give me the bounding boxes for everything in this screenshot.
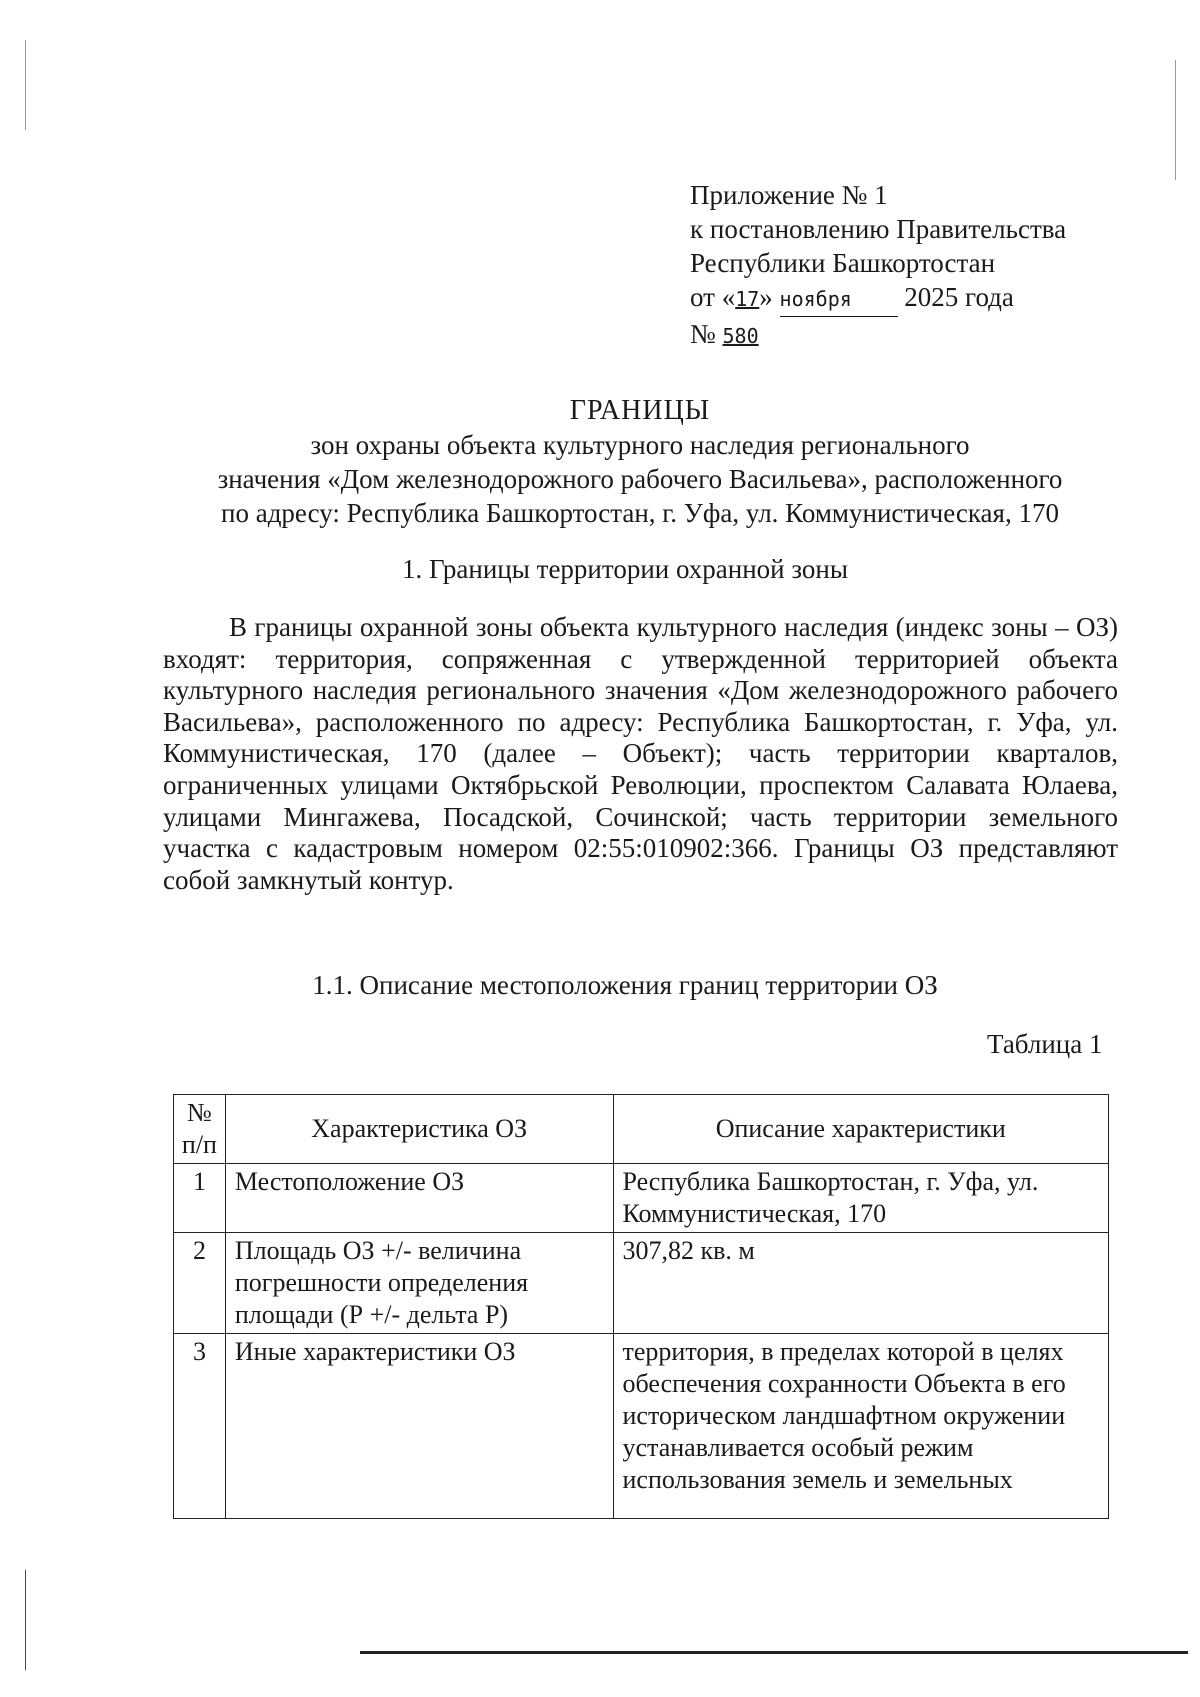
table-row — [174, 1334, 1109, 1519]
annex-date: от «17» ноября 2025 года — [690, 280, 1066, 317]
row-number: 2 — [174, 1233, 226, 1334]
annex-doc-number: № 580 — [690, 319, 759, 349]
annex-day: 17 — [735, 287, 760, 311]
title-line-3: по адресу: Республика Башкортостан, г. Уфа, ул. Коммунистическая, 170 — [221, 498, 1059, 528]
row-number: 3 — [174, 1334, 226, 1519]
row-characteristic: Иные характеристики ОЗ — [225, 1334, 613, 1519]
row-characteristic: Местоположение ОЗ — [225, 1164, 613, 1233]
row-number: 1 — [174, 1164, 226, 1233]
scan-artifact-left — [25, 40, 26, 130]
section-1-1-heading: 1.1. Описание местоположения границ территории ОЗ — [312, 970, 938, 1000]
header-characteristic: Характеристика ОЗ — [225, 1095, 613, 1164]
annex-resolution: к постановлению Правительства — [690, 214, 1067, 244]
row-description: 307,82 кв. м — [613, 1233, 1109, 1334]
row-characteristic: Площадь ОЗ +/- величина погрешности определения площади (Р +/- дельта Р) — [225, 1233, 613, 1334]
table-header-row — [174, 1095, 1109, 1164]
characteristics-table — [173, 1094, 1109, 1519]
title-main: ГРАНИЦЫ — [569, 395, 711, 426]
annex-number: Приложение № 1 — [690, 180, 888, 210]
header-description: Описание характеристики — [613, 1095, 1109, 1164]
annex-header — [690, 178, 1066, 353]
row-description: территория, в пределах которой в целях обеспечения сохранности Объекта в его историческом ландшафтном окружении устанавливается особый режим использования земель и земельных — [613, 1334, 1109, 1519]
scan-artifact-left-2 — [25, 1570, 26, 1670]
annex-month: ноября — [779, 287, 852, 311]
section-1-paragraph: В границы охранной зоны объекта культурного наследия (индекс зоны – ОЗ) входят: территория, сопряженная с утвержденной территорией объекта культурного наследия регионального значения «Дом железнодорожного рабочего Васильева», расположенного по адресу: Республика Башкортостан, г. Уфа, ул. Коммунистическая, 170 (далее – Объект); часть территории кварталов, ограниченных улицами Октябрьской Революции, проспектом Салавата Юлаева, улицами Мингажева, Посадской, Сочинской; часть территории земельного участка с кадастровым номером 02:55:010902:366. Границы ОЗ представляют собой замкнутый контур. — [163, 612, 1118, 895]
title-line-1: зон охраны объекта культурного наследия регионального — [310, 430, 970, 460]
table-row — [174, 1233, 1109, 1334]
document-title — [120, 394, 1160, 530]
annex-year: 2025 года — [904, 282, 1014, 312]
title-line-2: значения «Дом железнодорожного рабочего Васильева», расположенного — [217, 464, 1063, 494]
annex-republic: Республики Башкортостан — [690, 248, 996, 278]
footer-rule — [360, 1651, 1188, 1654]
header-number: № п/п — [174, 1095, 226, 1164]
row-description: Республика Башкортостан, г. Уфа, ул. Коммунистическая, 170 — [613, 1164, 1109, 1233]
annex-doc-number-value: 580 — [722, 324, 759, 348]
table-row — [174, 1164, 1109, 1233]
section-1-heading: 1. Границы территории охранной зоны — [402, 554, 848, 584]
scan-artifact-right — [1175, 60, 1176, 180]
table-caption: Таблица 1 — [987, 1029, 1103, 1059]
